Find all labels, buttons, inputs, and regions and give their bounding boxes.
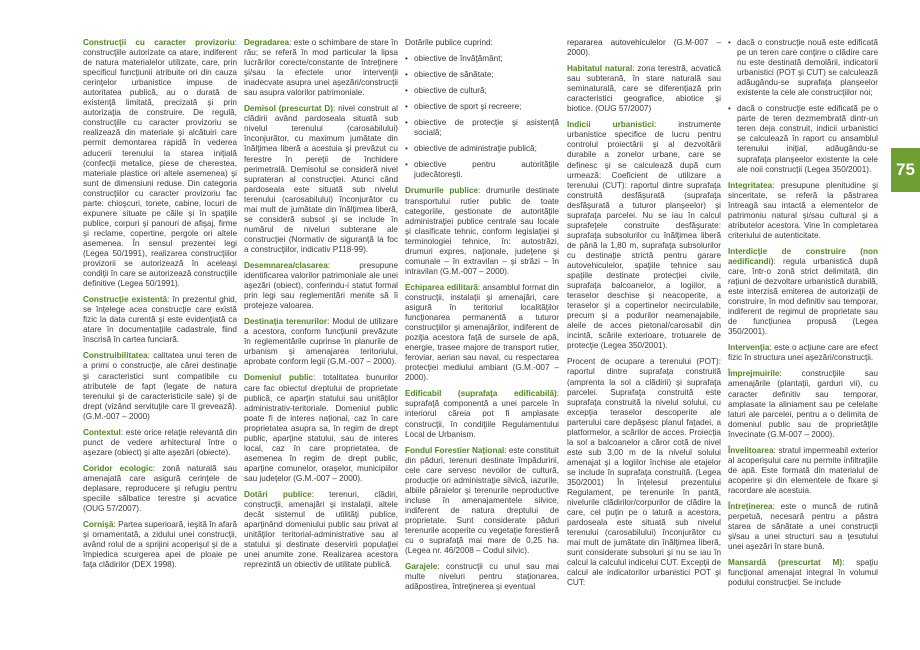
- entry-body: : stratul impermeabil exterior al acoperişului care nu permite infiltraţiile de apă. Este formată din materialul de acoperire şi din elementele de fixare şi racordare ale acestuia.: [728, 445, 878, 495]
- entry-term: Coridor ecologic: [83, 463, 153, 473]
- entry-term: Construcţii cu caracter provizoriu: [83, 38, 235, 47]
- entry-body: : zonă naturală sau amenajată care asigură cerinţele de deplasare, reproducere şi refugiu pentru speciile sălbatice terestre şi acvatice (OUG 57/2007).: [83, 463, 237, 514]
- public-facilities-list: [405, 54, 559, 180]
- entry-term: Desemnarea/clasarea: [244, 260, 328, 270]
- entry-body: : Partea superioară, ieşită în afară şi ornamentată, a zidului unei construcţii, având rolul de a sprijini acoperişul şi de a împiedica scurgerea apei de ploaie pe faţa clădirilor (DEX 1998).: [83, 520, 237, 570]
- entry-body: : construcţii cu unul sau mai multe niveluri pentru staţionarea, adăpostirea, întreţinerea şi eventual: [405, 562, 559, 592]
- entry-body: : instrumente urbanistice specifice de lucru pentru controlul proiectării şi al dezvoltării durabile a zonelor urbane, care se definesc şi se calculează după cum urmează: Coeficient de utilizare a terenului (CUT): raportul dintre suprafaţa construită desfăşurată (suprafaţa desfăşurată a tuturor planşeelor) şi suprafaţa parcelei. Nu se iau în calcul suprafeţele construite desfăşurate: suprafaţa subsolurilor cu înălţimea liberă de până la 1,80 m, suprafaţa subsolurilor cu destinaţie strictă pentru garare autovehiculelor, spaţiile tehnice sau spaţiile destinate protecţiei civile, suprafaţa balcoanelor, a logiilor, a teraselor deschise şi neacoperite, a teraselor şi a copertinelor necirculabile, precum şi a podurilor neamenajabile, aleile de acces pietonal/carosabil din incintă, scările exterioare, trotuarele de protecţie (Legea 350/2001).: [567, 120, 721, 351]
- list-item: • obiective de sport şi recreere;: [405, 102, 559, 112]
- column-4: [567, 38, 721, 594]
- page-number-tab: [891, 148, 920, 192]
- entry-term: Dotări publice: [244, 489, 312, 499]
- glossary-entry: [567, 357, 721, 588]
- entry-body: : regula urbanistică după care, într-o zonă strict delimitată, din raţiuni de dezvoltare urbanistică durabilă, este interzisă emiterea de autorizaţii de construire, în mod definitiv sau temporar, indiferent de regimul de proprietate sau de funcţiunea propusă (Legea 350/2001).: [728, 256, 878, 337]
- entry-body: : terenuri, clădiri, construcţii, amenajări şi instalaţii, altele decât sistemul de utilităţi publice, aparţinând domeniului public sau privat al unităţilor teritorial-administrative sau al statului şi destinate deservirii populaţiei unei anumite zone. Realizarea acestora reprezintă un obiectiv de utilitate publică.: [244, 489, 398, 570]
- list-item: • dacă o construcţie nouă este edificată pe un teren care conţine o clădire care nu este destinată demolării, indicatorii urbanistici (POT şi CUT) se calculează adăugându-se suprafaţa planşeelor existente la cele ale construcţiilor noi;: [728, 38, 878, 98]
- entry-term: Contextul: [83, 427, 121, 437]
- entry-body: : este o acţiune care are efect fizic în structura unei aşezări/construcţii.: [728, 343, 878, 363]
- entry-term: Demisol (prescurtat D): [244, 104, 333, 114]
- entry-term: Împrejmuirile: [728, 369, 780, 379]
- exceptions-list: [728, 38, 878, 175]
- list-item: • dacă o construcţie este edificată pe o parte de teren dezmembrată dintr-un teren deja construit, indicii urbanistici se calculează în raport cu ansamblul terenului iniţial, adăugându-se suprafaţa planşeelor existente la cele ale noii construcţii (Legea 350/2001).: [728, 104, 878, 174]
- entry-term: Domeniul public: [244, 373, 314, 383]
- entry-body: : ansamblul format din construcţii, instalaţii şi amenajări, care asigură în teritoriul localităţilor funcţionarea permanentă a tuturor construcţiilor şi amenajărilor, indiferent de poziţia acestora faţă de sursele de apă, energie, trasee majore de transport rutier, feroviar, aerian sau naval, cu respectarea protecţiei mediului ambiant (G.M.-007 – 2000).: [405, 282, 559, 383]
- entry-term: Garajele: [405, 562, 438, 572]
- list-item: • obiective de sănătate;: [405, 70, 559, 80]
- glossary-entry: [728, 181, 878, 241]
- entry-body: : totalitatea bunurilor care fac obiectul dreptului de proprietate publică, ce aparţin statului sau unităţilor administrativ-teritoriale. Domeniul public poate fi de interes naţional, caz în care proprietatea asupra sa, în regim de drept public, aparţine statului, sau de interes local, caz în care proprietatea, de asemenea în regim de drept public, aparţine comunelor, oraşelor, municipiilor sau judeţelor (G.M.-007 – 2000).: [244, 373, 398, 483]
- list-item: • obiective de protecţie şi asistenţă socială;: [405, 118, 559, 138]
- column-5: [728, 38, 878, 594]
- entry-term: Edificabil (suprafaţa edificabilă): [405, 389, 557, 399]
- column-2: [244, 38, 398, 576]
- continued-text: repararea autovehiculelor (G.M-007 – 2000).: [567, 38, 721, 58]
- glossary-entry: [244, 490, 398, 570]
- glossary-entry: [83, 520, 237, 570]
- entry-term: Construcţie existentă: [83, 295, 168, 305]
- entry-body: : construcţiile sau amenajările (plantaţii, garduri vii), cu caracter definitiv sau temporar, amplasate la aliniament sau pe celelalte laturi ale parcelei, pentru a o delimita de domeniul public sau de proprietăţile învecinate (G.M-007 – 2000).: [728, 369, 878, 439]
- glossary-entry: [728, 247, 878, 337]
- entry-term: Cornişă: [83, 520, 114, 530]
- glossary-entry: [83, 38, 237, 289]
- column-3: [405, 38, 559, 598]
- glossary-entry: [405, 446, 559, 557]
- glossary-entry: [83, 464, 237, 514]
- glossary-entry: [83, 295, 237, 345]
- glossary-entry: [567, 64, 721, 114]
- entry-term: Intervenţia: [728, 343, 770, 353]
- entry-term: Interdicţie de construire (non aedificandi): [728, 246, 878, 266]
- entry-term: Degradarea: [244, 38, 290, 47]
- glossary-entry: [244, 317, 398, 367]
- entry-term: Mansardă (prescurtat M): [728, 558, 843, 568]
- glossary-entry: [405, 389, 559, 439]
- list-item: • obiective de învăţământ;: [405, 54, 559, 64]
- entry-term: Construibilitatea: [83, 351, 148, 361]
- entry-body: : drumurile destinate transportului rutier public de toate categoriile, gestionate de autorităţile administraţiei publice centrale sau locale şi clasificate tehnic, conform legislaţiei şi terminologiei tehnice, în: autostrăzi, drumuri expres, naţionale, judeţene şi comunale – în extravilan – şi străzi – în intravilan (G.M.-007 – 2000).: [405, 186, 559, 276]
- glossary-entry: [405, 562, 559, 592]
- page-number: 75: [896, 160, 915, 179]
- entry-body: : calitatea unui teren de a primi o construcţie, ale cărei destinaţie şi caracteristici sunt compatibile cu atributele de fapt (legate de natura terenului şi de caracteristicile sale) şi de drept (vizând servituţile care îl grevează). (G.M.-007 – 2000): [83, 351, 237, 421]
- entry-term: Integritatea: [728, 180, 773, 190]
- glossary-entry: [728, 446, 878, 496]
- glossary-entry: [405, 186, 559, 276]
- entry-body: : presupune identificarea valorilor patrimoniale ale unei aşezări (obiect), conferindu-i statut formal prin legi sau reglementări menite să îi protejeze valoarea.: [244, 260, 398, 311]
- list-item: • obiective pentru autorităţile judecătoreşti.: [405, 160, 559, 180]
- glossary-entry: [728, 502, 878, 552]
- entry-term: Întreţinerea: [728, 501, 773, 511]
- entry-body: Procent de ocupare a terenului (POT): raportul dintre suprafaţa construită (amprenta la sol a clădirii) şi suprafaţa parcelei. Suprafaţa construită este suprafaţa construită la nivelul solului, cu excepţia teraselor descoperite ale parterului care depăşesc planul faţadei, a platformelor, a scărilor de acces. Proiecţia la sol a balcoanelor a căror cotă de nivel este sub 3,00 m de la nivelul solului amenajat şi a logiilor închise ale etajelor se include în suprafaţa construită. (Legea 350/2001) În înţelesul prezentului Regulament, pe terenurile în pantă, nivelurile clădirilor/corpurilor de clădire la care, cel puţin pe o latură a acestora, pardoseala este situată sub nivelul terenului (carosabilului) înconjurător cu mai mult de jumătate din înălţimea liberă, sunt considerate subsoluri şi nu se iau în calcul la calculul indicelui CUT. Excepţii de calcul ale indicatorilor urbanistici POT şi CUT:: [567, 357, 721, 588]
- glossary-entry: [83, 351, 237, 421]
- glossary-entry: [567, 120, 721, 351]
- entry-term: Fondul Forestier Naţional: [405, 445, 505, 455]
- glossary-entry: [728, 369, 878, 439]
- entry-body: : este o muncă de rutină perpetuă, necesară pentru a păstra starea de sănătate a unei construcţii şi/sau a unei structuri sau a ţesutului unei aşezări în stare bună.: [728, 501, 878, 552]
- entry-term: Destinaţia terenurilor: [244, 317, 328, 327]
- list-item: • obiective de cultură;: [405, 86, 559, 96]
- entry-term: Indicii urbanistici: [567, 120, 654, 130]
- entry-body: : este orice relaţie relevantă din punct de vedere arhitectural între o aşezare (obiect) şi alte aşezări (obiecte).: [83, 427, 237, 457]
- entry-term: Echiparea edilitară: [405, 282, 478, 292]
- entry-body: : spaţiu funcţional amenajat integral în volumul podului construcţiei. Se include: [728, 558, 878, 588]
- list-item: • obiective de administraţie publică;: [405, 144, 559, 154]
- entry-body: : nivel construit al clădirii având pardoseala situată sub nivelul terenului (carosabilului) înconjurător, cu maximum jumătate din înălţimea liberă a acestuia şi prevăzut cu ferestre în pereţii de închidere perimetrală. Demisolul se consideră nivel suprateran al construcţiei. Atunci când pardoseala este situată sub nivelul terenului (carosabilului) înconjurător cu mai mult de jumătate din înălţimea liberă, se consideră subsol şi se include în numărul de niveluri subterane ale construcţiei (Normativ de siguranţă la foc a construcţiilor, indicativ P118-99).: [244, 104, 398, 254]
- entry-term: Drumurile publice: [405, 186, 479, 196]
- glossary-entry: [244, 104, 398, 255]
- column-1: [83, 38, 237, 576]
- entry-term: Învelitoarea: [728, 445, 774, 455]
- glossary-entry: [728, 558, 878, 588]
- entry-body: : suprafaţă componentă a unei parcele în interiorul căreia pot fi amplasate construcţii, în condiţiile Regulamentului Local de Urbanism.: [405, 389, 559, 439]
- entry-body: : presupune plenitudine şi sinceritate, se referă la păstrarea întreagă sau intactă a elementelor de patrimoniu natural şi/sau cultural şi a atributelor acestora. Vine în completarea criteriului de autenticitate.: [728, 180, 878, 240]
- glossary-entry: [83, 428, 237, 458]
- entry-body: : este o schimbare de stare în rău; se referă în mod particular la lipsa lucrărilor corecte/constante de întreţinere şi/sau la efectele unor intervenţii inadecvate asupra unei aşezări/construcţii sau asupra valorilor patrimoniale.: [244, 38, 398, 98]
- glossary-entry: [244, 38, 398, 98]
- entry-body: : Modul de utilizare a acestora, conform funcţiunii prevăzute în reglementările cuprinse în planurile de urbanism şi amenajarea teritoriului, aprobate conform legii (G.M.-007 – 2000).: [244, 317, 399, 367]
- entry-body: : este constituit din păduri, terenuri destinate împăduririi, cele care servesc nevoilor de cultură, producţie ori administraţie silvică, iazurile, albiile pâraielor şi terenurile neproductive incluse în amenajamentele silvice, indiferent de natura dreptului de proprietate. Sunt considerate păduri terenurile acoperite cu vegetaţie forestieră cu o suprafaţă mai mare de 0,25 ha. (Legea nr. 46/2008 – Codul silvic).: [405, 445, 559, 556]
- glossary-entry: [244, 373, 398, 484]
- entry-term: Habitatul natural: [567, 64, 633, 74]
- entry-body: : zona terestră, acvatică sau subterană, în stare naturală sau seminaturală, care se diferenţiază prin caracteristici geografice, abiotice şi biotice. (OUG 57/2007): [567, 64, 721, 114]
- entry-body: : în prezentul ghid, se înţelege acea construcţie care există fizic la data curentă şi este evidenţiată ca atare în documentaţiile cadastrale, fiind înscrisă în cartea funciară.: [83, 295, 237, 345]
- entry-body: : construcţiile autorizate ca atare, indiferent de natura materialelor utilizate, care, prin specificul funcţiunii atribuite ori din cauza cerinţelor urbanistice impuse de autoritatea publică, au o durată de existenţă limitată, precizată şi prin autorizaţia de construire. De regulă, construcţiile cu caracter provizoriu se realizează din materiale şi alcătuiri care permit demontarea rapidă în vederea aducerii terenului la starea iniţială (confecţii metalice, piese de cherestea, materiale plastice ori altele asemenea) şi sunt de dimensiuni reduse. Din categoria construcţiilor cu caracter provizoriu fac parte: chioşcuri, tonete, cabine, locuri de expunere situate pe căile şi în spaţiile publice, corpuri şi panouri de afişaj, firme şi reclame, copertine, pergole ori altele asemenea. În sensul prezentei legi (Legea 50/1991), realizarea construcţiilor provizorii se autorizează în aceleaşi condiţii în care se autorizează construcţiile definitive (Legea 50/1991).: [83, 38, 237, 289]
- glossary-entry: [405, 283, 559, 383]
- glossary-entry: [244, 261, 398, 311]
- glossary-entry: [728, 343, 878, 363]
- list-intro: Dotările publice cuprind:: [405, 38, 493, 47]
